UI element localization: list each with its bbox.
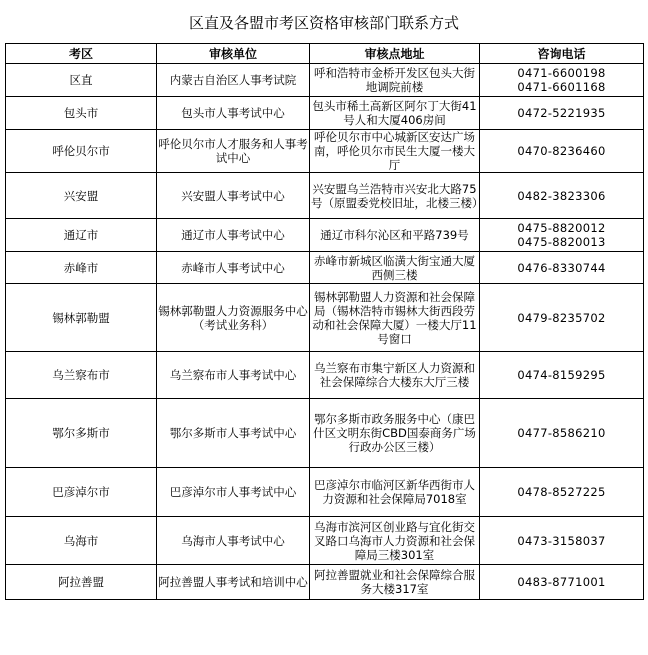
phone-number: 0474-8159295 — [517, 368, 606, 382]
table-row — [6, 64, 644, 97]
phone-number: 0477-8586210 — [517, 426, 606, 440]
table-row — [6, 173, 644, 219]
cell-unit: 乌海市人事考试中心 — [157, 517, 310, 565]
cell-unit: 鄂尔多斯市人事考试中心 — [157, 399, 310, 468]
phone-number: 0482-3823306 — [517, 188, 606, 203]
cell-region: 锡林郭勒盟 — [6, 284, 157, 352]
cell-phone — [480, 252, 644, 284]
table-row — [6, 468, 644, 517]
table-row — [6, 399, 644, 468]
header-unit: 审核单位 — [157, 44, 310, 64]
cell-phone — [480, 130, 644, 173]
header-phone: 咨询电话 — [480, 44, 644, 64]
cell-unit: 锡林郭勒盟人力资源服务中心（考试业务科） — [157, 284, 310, 352]
cell-phone — [480, 352, 644, 399]
header-address: 审核点地址 — [310, 44, 480, 64]
table-body — [6, 64, 644, 600]
cell-phone — [480, 468, 644, 517]
cell-unit: 通辽市人事考试中心 — [157, 219, 310, 252]
cell-region: 包头市 — [6, 97, 157, 130]
phone-number: 0471-6600198 — [517, 66, 606, 80]
cell-address: 赤峰市新城区临潢大街宝通大厦西侧三楼 — [310, 252, 480, 284]
contact-table — [5, 43, 644, 600]
table-row — [6, 219, 644, 252]
cell-phone — [480, 219, 644, 252]
cell-phone — [480, 284, 644, 352]
phone-number: 0470-8236460 — [517, 144, 606, 158]
phone-number: 0478-8527225 — [517, 485, 606, 499]
cell-region: 阿拉善盟 — [6, 565, 157, 600]
cell-region: 乌兰察布市 — [6, 352, 157, 399]
cell-unit: 内蒙古自治区人事考试院 — [157, 64, 310, 97]
phone-number: 0475-8820012 — [517, 221, 606, 235]
phone-number: 0473-3158037 — [517, 533, 606, 548]
cell-unit: 兴安盟人事考试中心 — [157, 173, 310, 219]
table-row — [6, 284, 644, 352]
cell-address: 鄂尔多斯市政务服务中心（康巴什区文明东街CBD国泰商务广场行政办公区三楼） — [310, 399, 480, 468]
cell-unit: 巴彦淖尔市人事考试中心 — [157, 468, 310, 517]
cell-address: 呼伦贝尔市中心城新区安达广场南，呼伦贝尔市民生大厦一楼大厅 — [310, 130, 480, 173]
cell-region: 巴彦淖尔市 — [6, 468, 157, 517]
cell-address: 通辽市科尔沁区和平路739号 — [310, 219, 480, 252]
cell-region: 赤峰市 — [6, 252, 157, 284]
cell-address: 乌海市滨河区创业路与宜化街交叉路口乌海市人力资源和社会保障局三楼301室 — [310, 517, 480, 565]
page-title: 区直及各盟市考区资格审核部门联系方式 — [188, 14, 459, 32]
cell-address: 乌兰察布市集宁新区人力资源和社会保障综合大楼东大厅三楼 — [310, 352, 480, 399]
table-row — [6, 130, 644, 173]
cell-region: 鄂尔多斯市 — [6, 399, 157, 468]
table-row — [6, 97, 644, 130]
phone-number: 0472-5221935 — [517, 106, 606, 120]
cell-unit: 阿拉善盟人事考试和培训中心 — [157, 565, 310, 600]
cell-address: 兴安盟乌兰浩特市兴安北大路75号（原盟委党校旧址，北楼三楼） — [310, 173, 480, 219]
cell-address: 巴彦淖尔市临河区新华西街市人力资源和社会保障局7018室 — [310, 468, 480, 517]
cell-phone — [480, 565, 644, 600]
phone-number: 0476-8330744 — [517, 260, 606, 275]
cell-address: 阿拉善盟就业和社会保障综合服务大楼317室 — [310, 565, 480, 600]
cell-phone — [480, 173, 644, 219]
cell-unit: 乌兰察布市人事考试中心 — [157, 352, 310, 399]
phone-number: 0483-8771001 — [517, 575, 606, 589]
header-region: 考区 — [6, 44, 157, 64]
cell-unit: 呼伦贝尔市人才服务和人事考试中心 — [157, 130, 310, 173]
cell-region: 兴安盟 — [6, 173, 157, 219]
table-row — [6, 565, 644, 600]
cell-phone — [480, 517, 644, 565]
cell-region: 乌海市 — [6, 517, 157, 565]
phone-number: 0479-8235702 — [517, 310, 606, 325]
cell-region: 呼伦贝尔市 — [6, 130, 157, 173]
cell-unit: 包头市人事考试中心 — [157, 97, 310, 130]
phone-number: 0475-8820013 — [517, 235, 606, 249]
cell-phone — [480, 399, 644, 468]
table-header-row — [6, 44, 644, 64]
cell-phone — [480, 97, 644, 130]
cell-region: 通辽市 — [6, 219, 157, 252]
cell-unit: 赤峰市人事考试中心 — [157, 252, 310, 284]
table-row — [6, 252, 644, 284]
cell-address: 呼和浩特市金桥开发区包头大街地调院前楼 — [310, 64, 480, 97]
cell-address: 锡林郭勒盟人力资源和社会保障局（锡林浩特市锡林大街西段劳动和社会保障大厦）一楼大厅11号窗口 — [310, 284, 480, 352]
cell-address: 包头市稀土高新区阿尔丁大街41号人和大厦406房间 — [310, 97, 480, 130]
phone-number: 0471-6601168 — [517, 80, 606, 94]
cell-region: 区直 — [6, 64, 157, 97]
cell-phone — [480, 64, 644, 97]
table-row — [6, 517, 644, 565]
table-row — [6, 352, 644, 399]
